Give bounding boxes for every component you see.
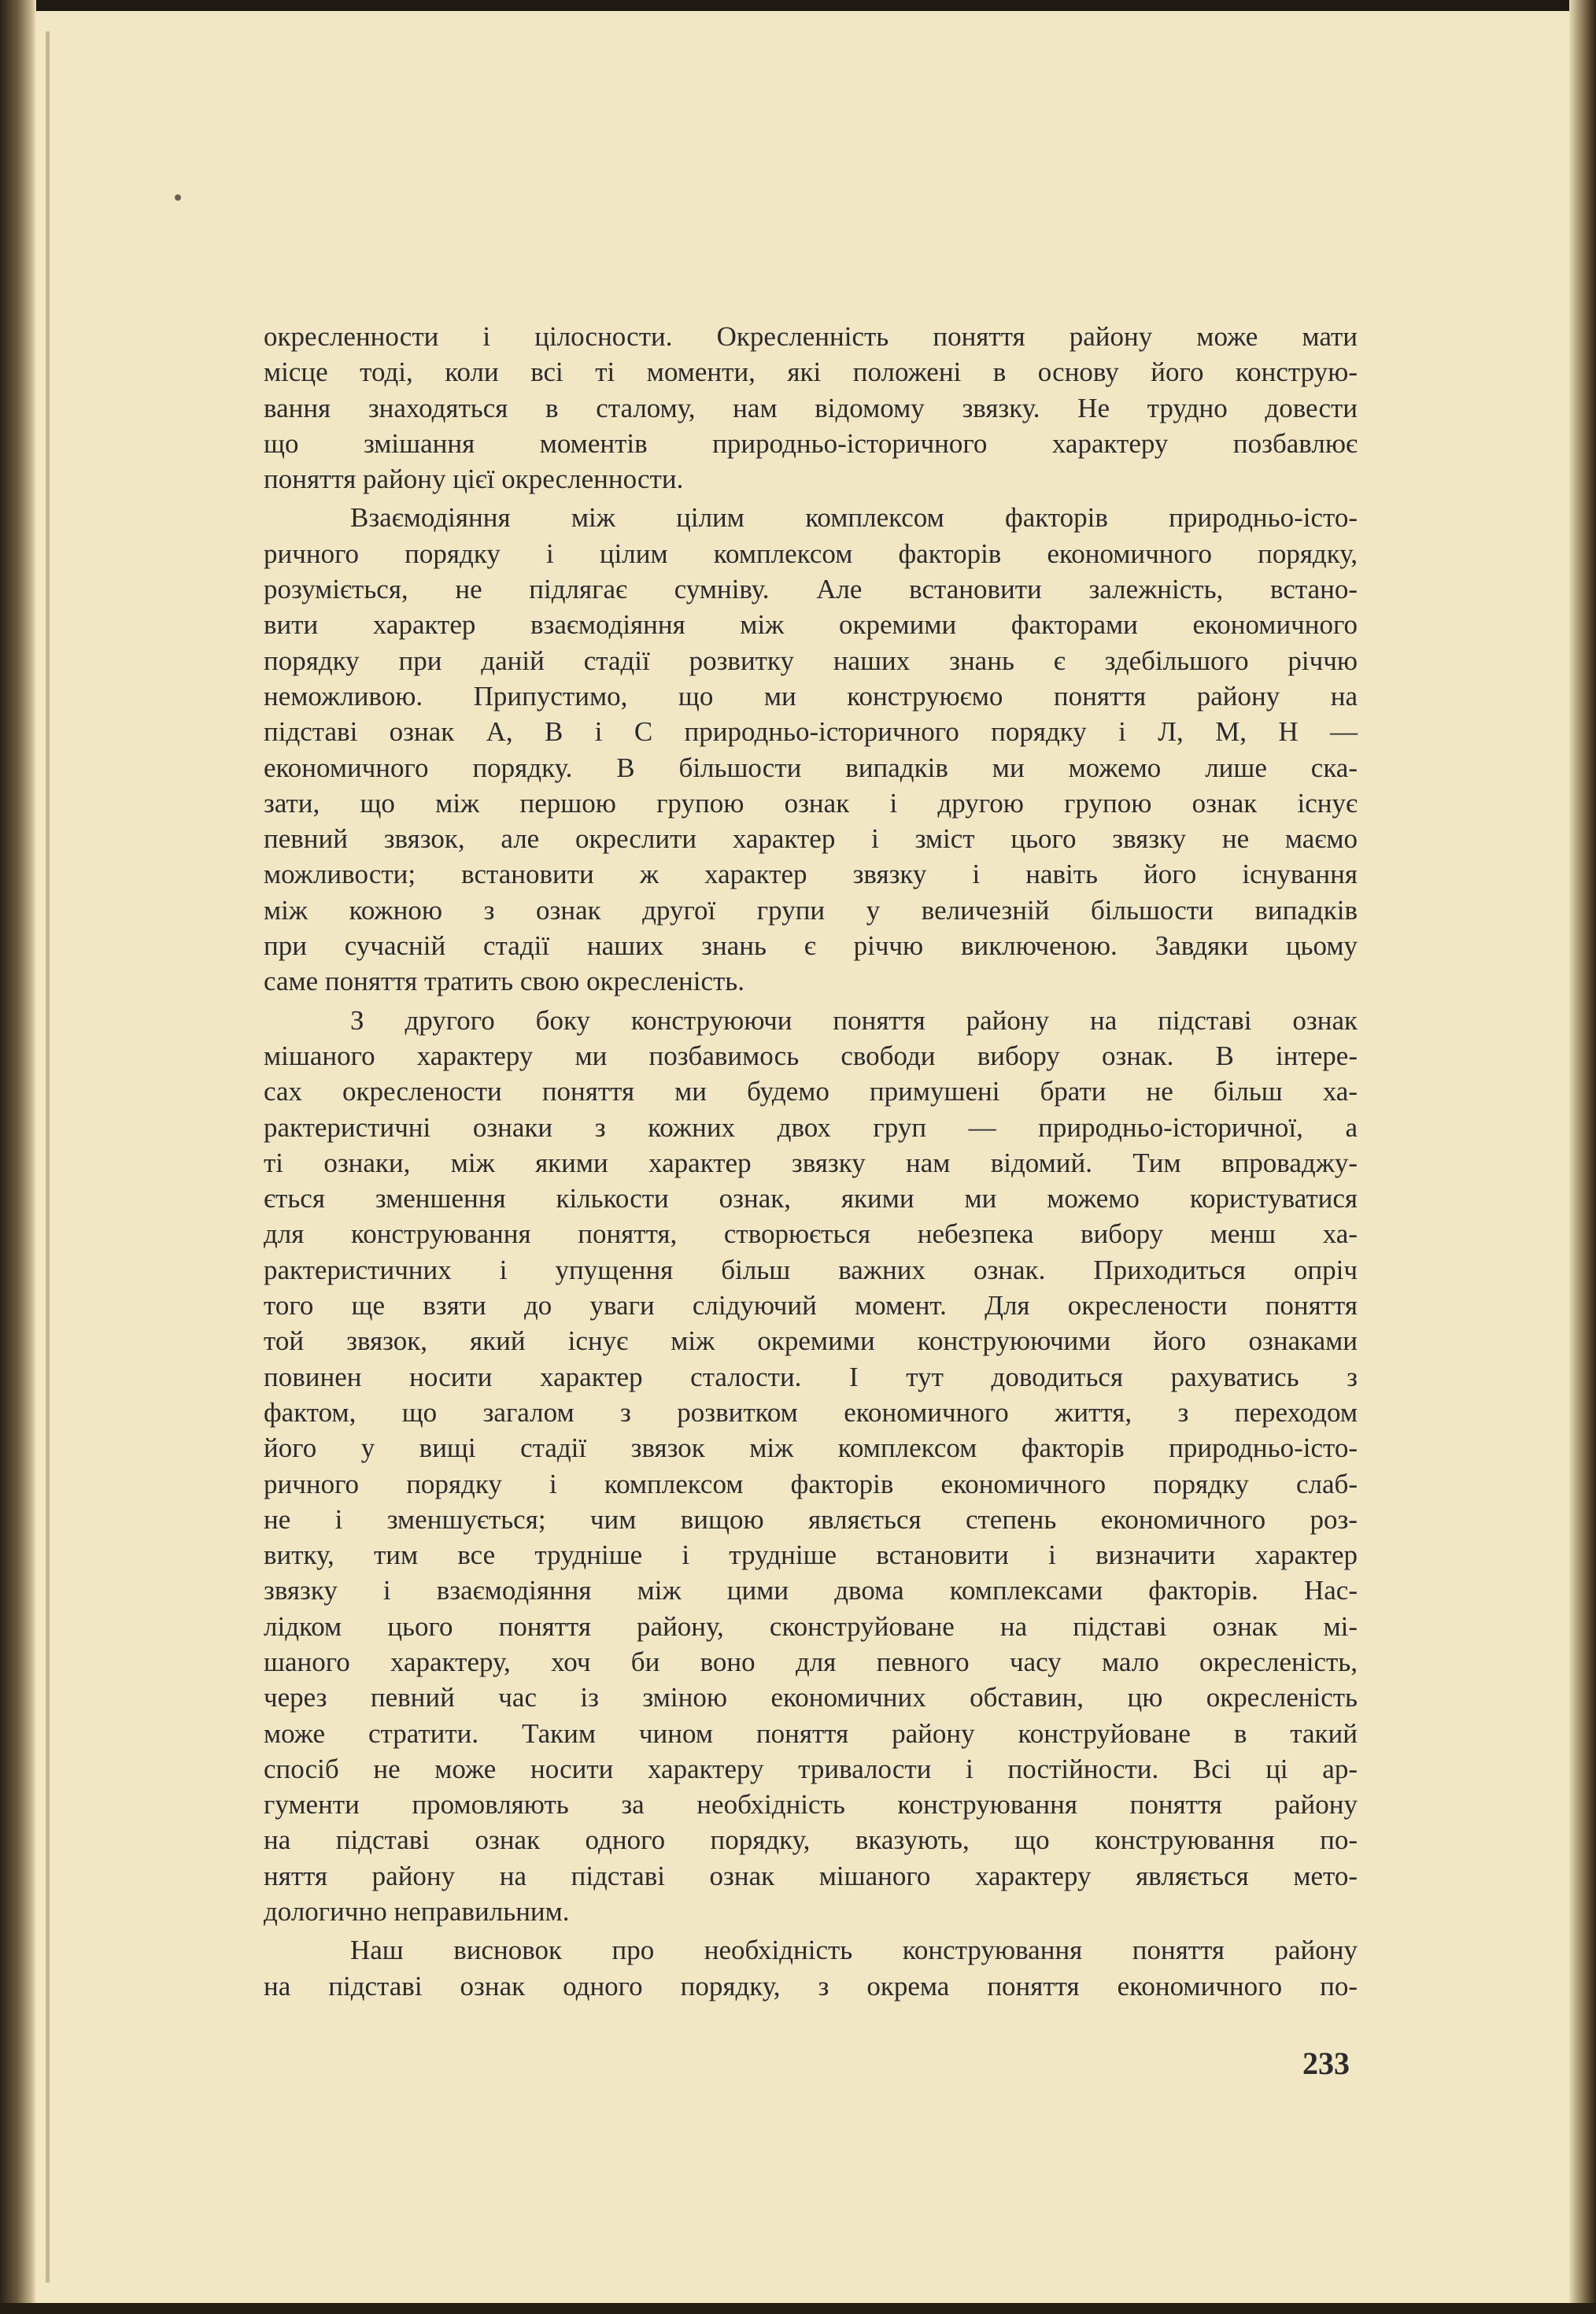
paragraph <box>264 319 1358 497</box>
paragraph <box>264 500 1358 999</box>
text-line: поняття району цієї окресленности. <box>264 464 684 495</box>
text-line: З другого боку конструюючи поняття району на підставі ознак <box>350 1004 1358 1036</box>
text-line: ричного порядку і цілим комплексом факторів економичного порядку, <box>264 538 1358 569</box>
text-line: при сучасній стадії наших знань є річчю виключеною. Завдяки цьому <box>264 930 1358 962</box>
paragraph <box>264 1003 1358 1930</box>
body-text <box>264 319 1358 2007</box>
text-line: гументи промовляють за необхідність конструювання поняття району <box>264 1789 1358 1821</box>
text-line: вити характер взаємодіяння між окремими факторами економичного <box>264 609 1358 641</box>
text-line: ричного порядку і комплексом факторів економичного порядку слаб- <box>264 1468 1358 1499</box>
text-line: що змішання моментів природньо-історичного характеру позбавлює <box>264 427 1358 459</box>
paragraph <box>264 1932 1358 2004</box>
text-line: повинен носити характер сталости. І тут доводиться рахуватись з <box>264 1361 1358 1392</box>
text-line: звязку і взаємодіяння між цими двома комплексами факторів. Нас- <box>264 1575 1358 1606</box>
text-line: ється зменшення кількости ознак, якими ми можемо користуватися <box>264 1183 1358 1214</box>
page-top-edge <box>0 0 1596 11</box>
binding-line <box>46 31 50 2283</box>
text-line: на підставі ознак одного порядку, вказують, що конструювання по- <box>264 1824 1358 1856</box>
text-line: того ще взяти до уваги слідуючий момент. Для окресленоcти поняття <box>264 1290 1358 1321</box>
speck-mark <box>175 194 181 201</box>
text-line: місце тоді, коли всі ті моменти, які положені в основу його конструю- <box>264 357 1358 388</box>
text-line: дологично неправильним. <box>264 1896 570 1928</box>
text-line: сах окресленоcти поняття ми будемо примушені брати не більш ха- <box>264 1076 1358 1107</box>
text-line: порядку при даній стадії розвитку наших знань є здебільшого річчю <box>264 645 1358 676</box>
text-line: неможливою. Припустимо, що ми конструюємо поняття району на <box>264 680 1358 712</box>
text-line: рактеристичні ознаки з кожних двох груп — природньо-історичної, а <box>264 1111 1358 1143</box>
text-line: ті ознаки, між якими характер звязку нам відомий. Тим впроваджу- <box>264 1147 1358 1178</box>
page-bottom-edge <box>0 2303 1596 2314</box>
text-line: не і зменшується; чим вищою являється степень економичного роз- <box>264 1503 1358 1535</box>
text-line: мішаного характеру ми позбавимось свободи вибору ознак. В інтере- <box>264 1040 1358 1071</box>
text-line: Наш висновок про необхідність конструювання поняття району <box>350 1935 1358 1966</box>
text-line: для конструювання поняття, створюється небезпека вибору менш ха- <box>264 1218 1358 1250</box>
text-line: витку, тим все трудніше і трудніше встановити і визначити характер <box>264 1540 1358 1571</box>
page-number: 233 <box>1302 2046 1350 2081</box>
text-line: шаного характеру, хоч би воно для певного часу мало окресленість, <box>264 1646 1358 1677</box>
text-line: спосіб не може носити характеру тривалости і постійности. Всі ці ар- <box>264 1753 1358 1784</box>
text-line: між кожною з ознак другої групи у величезній більшости випадків <box>264 894 1358 926</box>
page-right-edge <box>1569 0 1596 2314</box>
text-line: зати, що між першою групою ознак і другою групою ознак існує <box>264 787 1358 819</box>
text-line: певний звязок, але окреслити характер і зміст цього звязку не маємо <box>264 823 1358 855</box>
text-line: розуміється, не підлягає сумніву. Але встановити залежність, встано- <box>264 574 1358 605</box>
text-line: його у вищі стадії звязок між комплексом факторів природньо-істо- <box>264 1432 1358 1464</box>
text-line: економичного порядку. В більшости випадків ми можемо лише ска- <box>264 752 1358 783</box>
text-line: лідком цього поняття району, сконструйоване на підставі ознак мі- <box>264 1610 1358 1642</box>
text-line: саме поняття тратить свою окресленість. <box>264 966 745 997</box>
text-line: вання знаходяться в сталому, нам відомому звязку. Не трудно довести <box>264 392 1358 423</box>
text-line: рактеристичних і упущення більш важних ознак. Приходиться опріч <box>264 1254 1358 1285</box>
text-line: фактом, що загалом з розвитком економичного життя, з переходом <box>264 1396 1358 1428</box>
text-line: няття району на підставі ознак мішаного характеру являється мето- <box>264 1860 1358 1891</box>
page-gutter-shadow <box>0 0 36 2314</box>
text-line: Взаємодіяння між цілим комплексом факторів природньо-істо- <box>350 502 1358 534</box>
text-line: підставі ознак А, В і С природньо-історичного порядку і Л, М, Н — <box>264 716 1358 748</box>
text-line: через певний час із зміною економичних обставин, цю окресленість <box>264 1682 1358 1713</box>
text-line: можливости; встановити ж характер звязку і навіть його існування <box>264 859 1358 890</box>
text-line: окресленности і цілосности. Окресленність поняття району може мати <box>264 321 1358 352</box>
text-line: на підставі ознак одного порядку, з окрема поняття економичного по- <box>264 1970 1358 2002</box>
text-line: той звязок, який існує між окремими конструюючими його ознаками <box>264 1325 1358 1357</box>
text-line: може стратити. Таким чином поняття району конструйоване в такий <box>264 1717 1358 1749</box>
